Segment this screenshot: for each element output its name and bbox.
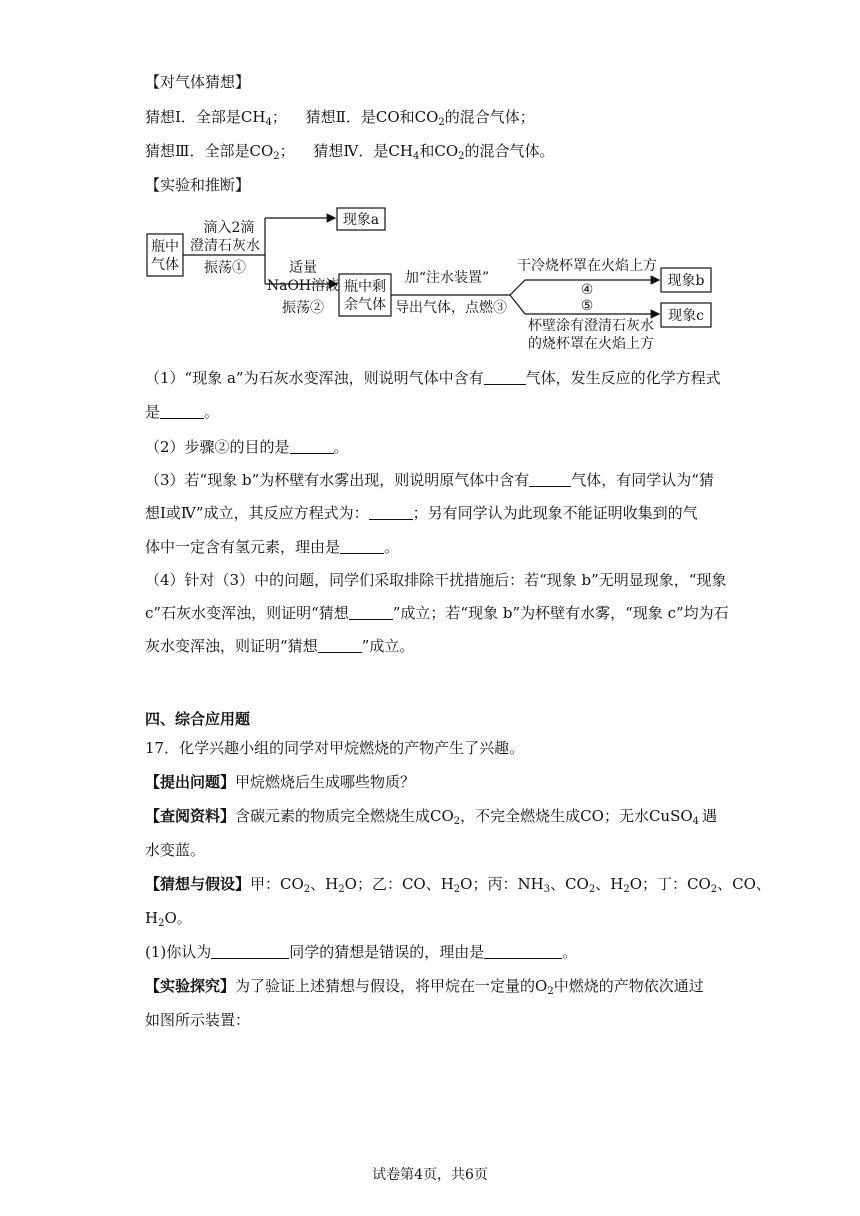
text: O。 — [164, 909, 192, 927]
remaining-gas-label-2: 余气体 — [344, 297, 386, 313]
step4-label: 干冷烧杯罩在火焰上方 — [517, 258, 657, 274]
answer-blank[interactable] — [349, 604, 393, 620]
text: O；乙：CO、H — [344, 875, 454, 893]
experiment-flowchart — [145, 206, 725, 356]
branch-4-line — [510, 280, 525, 295]
tag: 【提出问题】 — [145, 773, 236, 791]
text: 同学的猜想是错误的，理由是 — [289, 943, 485, 961]
subscript: 3 — [543, 884, 551, 895]
question-3-line-3 — [145, 537, 399, 557]
text: （2）步骤②的目的是 — [145, 438, 290, 456]
hypothesis-2-tail: 的混合气体； — [444, 108, 535, 126]
text: 、H — [310, 875, 339, 893]
page-footer: 试卷第4页，共6页 — [372, 1167, 488, 1183]
answer-blank[interactable] — [340, 538, 384, 554]
text: 灰水变浑浊，则证明“猜想 — [145, 637, 318, 655]
subscript: 2 — [453, 816, 461, 827]
answer-blank[interactable] — [369, 504, 413, 520]
hypothesis-2: 猜想Ⅱ．是CO和CO — [305, 108, 439, 126]
text: 中燃烧的产物依次通过 — [553, 977, 704, 995]
tag: 【查阅资料】 — [145, 807, 236, 825]
text: c”石灰水变浑浊，则证明“猜想 — [145, 604, 349, 622]
text: ，不完全燃烧生成CO；无水CuSO — [460, 807, 693, 825]
problem-17-reference-line-1 — [145, 806, 717, 826]
text: 是 — [145, 403, 161, 421]
phenomenon-a-label: 现象a — [342, 212, 380, 228]
hypothesis-1: 猜想Ⅰ．全部是CH — [145, 108, 266, 126]
step1-label-a: 滴入2滴 — [203, 220, 255, 236]
text: 气体，有同学认为“猜 — [571, 471, 714, 489]
part-4-heading: 四、综合应用题 — [145, 710, 251, 728]
hypothesis-4-tail: 的混合气体。 — [464, 142, 555, 160]
question-2 — [145, 437, 349, 457]
text: （1）“现象 a”为石灰水变浑浊，则说明气体中含有 — [145, 369, 484, 387]
phenomenon-c-label: 现象c — [668, 308, 704, 324]
tag: 【猜想与假设】 — [145, 875, 251, 893]
step3-label-a: 加“注水装置” — [404, 270, 490, 286]
text: ；另有同学认为此现象不能证明收集到的气 — [412, 504, 698, 522]
text: 含碳元素的物质完全燃烧生成CO — [235, 807, 454, 825]
answer-blank[interactable] — [211, 943, 289, 959]
text: 甲：CO — [250, 875, 304, 893]
text: （3）若“现象 b”为杯壁有水雾出现，则说明原气体中含有 — [145, 471, 530, 489]
hypothesis-4: 猜想Ⅳ．是CH — [313, 142, 413, 160]
phenomenon-b-label: 现象b — [667, 273, 705, 289]
tag: 【实验探究】 — [145, 977, 236, 995]
text: 。 — [333, 438, 349, 456]
bottle-gas-label-2: 气体 — [151, 257, 179, 273]
step1-label-b: 澄清石灰水 — [190, 238, 260, 254]
problem-17-intro: 17．化学兴趣小组的同学对甲烷燃烧的产物产生了兴趣。 — [145, 739, 525, 757]
answer-blank[interactable] — [484, 943, 562, 959]
step2-label-c: 振荡② — [282, 300, 324, 316]
question-4-line-2 — [145, 603, 729, 623]
hypothesis-line-2 — [145, 141, 555, 161]
subscript: 2 — [623, 884, 630, 895]
text: 气体，发生反应的化学方程式 — [525, 369, 721, 387]
subscript: 4 — [692, 816, 700, 827]
text: 、CO、 — [717, 875, 771, 893]
separator: ； — [271, 108, 287, 126]
question-3-line-1 — [145, 470, 714, 490]
answer-blank[interactable] — [318, 637, 362, 653]
step2-label-b: NaOH溶液 — [266, 278, 340, 294]
section-heading-hypothesis: 【对气体猜想】 — [145, 73, 251, 91]
step5-label-b: 的烧杯罩在火焰上方 — [528, 336, 654, 352]
text: O；丙：NH — [460, 875, 544, 893]
step4-number: ④ — [580, 282, 594, 298]
text: 、CO — [550, 875, 589, 893]
subscript: 2 — [158, 918, 165, 929]
question-4-line-1: （4）针对（3）中的问题，同学们采取排除干扰措施后：若“现象 b”无明显现象，“现象 — [145, 571, 727, 589]
text: 、H — [595, 875, 624, 893]
step1-label-c: 振荡① — [204, 260, 246, 276]
step5-label-a: 杯壁涂有澄清石灰水 — [528, 318, 654, 334]
answer-blank[interactable] — [160, 403, 204, 419]
question-1-line-1 — [145, 368, 721, 388]
subscript: 2 — [338, 884, 345, 895]
problem-17-reference-line-2: 水变蓝。 — [145, 841, 206, 859]
hypothesis-3: 猜想Ⅲ．全部是CO — [145, 142, 274, 160]
text: 体中一定含有氢元素，理由是 — [145, 538, 341, 556]
question-4-line-3 — [145, 636, 414, 656]
problem-17-hypothesis-line-2 — [145, 908, 192, 928]
problem-17-ask — [145, 772, 415, 792]
separator: ； — [279, 142, 295, 160]
subscript: 2 — [438, 117, 445, 128]
subscript: 2 — [453, 884, 461, 895]
text: O；丁：CO — [629, 875, 711, 893]
section-heading-experiment: 【实验和推断】 — [145, 176, 251, 194]
answer-blank[interactable] — [484, 369, 526, 385]
step3-label-b: 导出气体，点燃③ — [395, 300, 507, 316]
remaining-gas-label-1: 瓶中剩 — [344, 279, 386, 295]
question-1-line-2 — [145, 402, 219, 422]
problem-17-experiment-line-2: 如图所示装置： — [145, 1011, 251, 1029]
answer-blank[interactable] — [529, 471, 571, 487]
text: 想Ⅰ或Ⅳ”成立，其反应方程式为： — [145, 504, 369, 522]
text: (1)你认为 — [145, 943, 212, 961]
text: 。 — [562, 943, 578, 961]
text: 。 — [204, 403, 220, 421]
subscript: 2 — [458, 151, 465, 162]
subscript: 2 — [273, 151, 280, 162]
text: 甲烷燃烧后生成哪些物质？ — [235, 773, 416, 791]
text: ”成立；若“现象 b”为杯壁有水雾，“现象 c”均为石 — [392, 604, 729, 622]
text: 。 — [384, 538, 400, 556]
hypothesis-line-1 — [145, 107, 535, 127]
subscript: 4 — [265, 117, 272, 128]
hypothesis-4-part: 和CO — [419, 142, 459, 160]
text: 为了验证上述猜想与假设，将甲烷在一定量的O — [235, 977, 548, 995]
problem-17-experiment-line-1 — [145, 976, 704, 996]
subscript: 2 — [710, 884, 718, 895]
problem-17-question-1 — [145, 942, 577, 962]
text: ”成立。 — [361, 637, 415, 655]
text: 遇 — [702, 807, 718, 825]
question-3-line-2 — [145, 503, 698, 523]
branch-5-line — [510, 295, 525, 314]
subscript: 2 — [547, 986, 554, 997]
step2-label-a: 适量 — [289, 260, 317, 276]
answer-blank[interactable] — [290, 438, 334, 454]
text: H — [145, 909, 159, 927]
subscript: 2 — [303, 884, 311, 895]
problem-17-hypothesis-line-1 — [145, 874, 771, 894]
step5-number: ⑤ — [580, 298, 594, 314]
bottle-gas-label-1: 瓶中 — [151, 239, 179, 255]
subscript: 2 — [588, 884, 596, 895]
subscript: 4 — [412, 151, 420, 162]
